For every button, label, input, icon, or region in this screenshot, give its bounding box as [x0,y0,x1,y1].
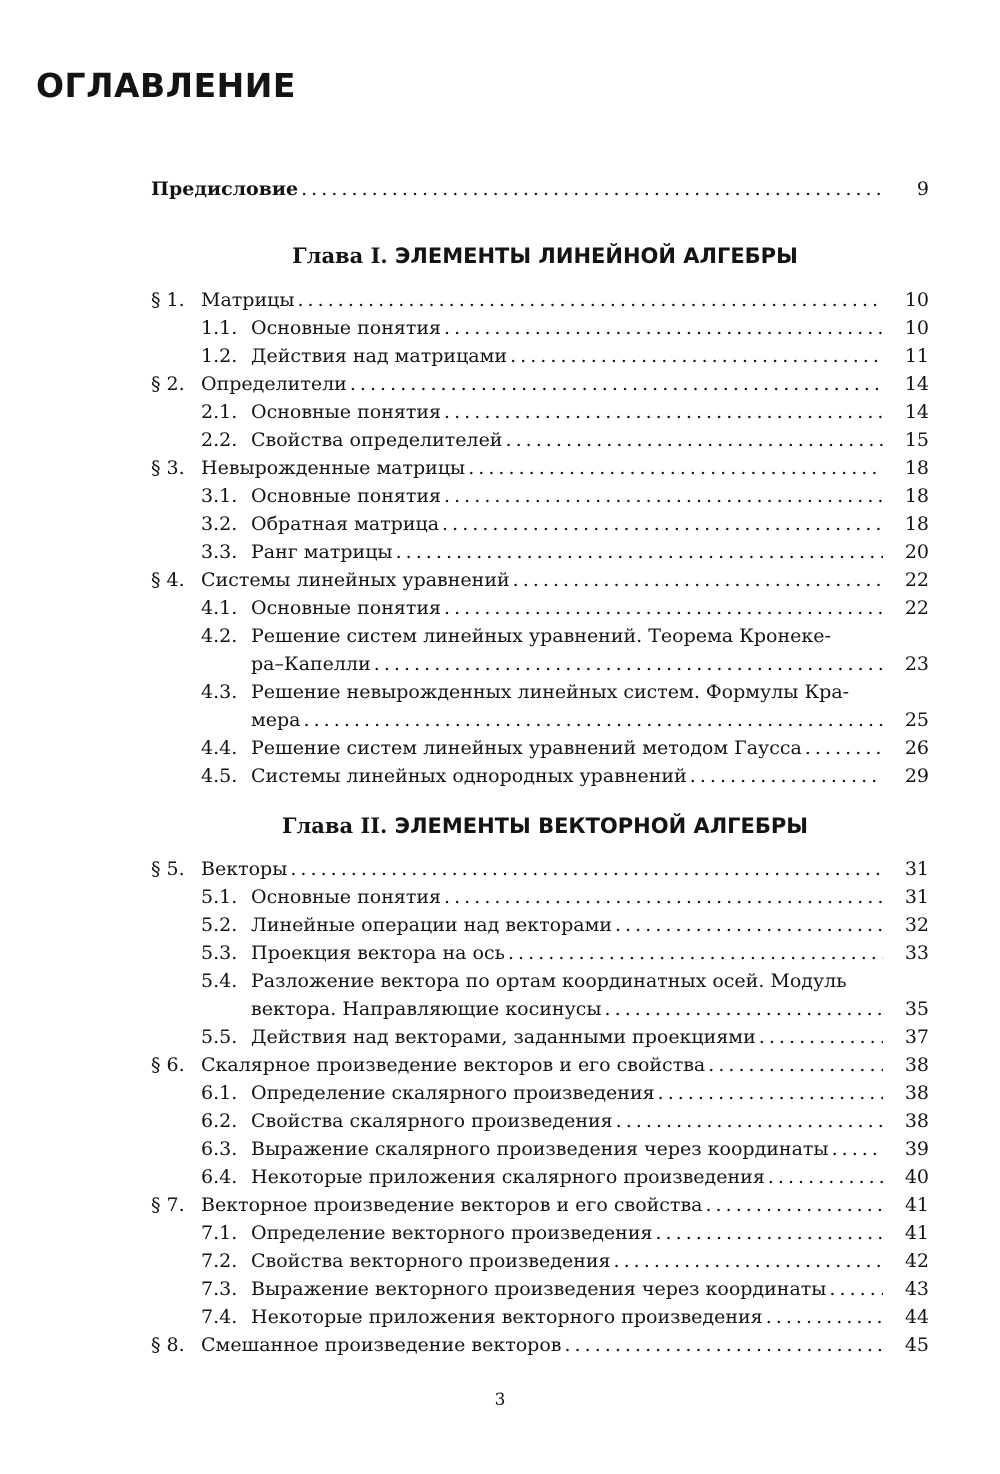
toc-entry-title: Скалярное произведение векторов и его свойства [201,1054,706,1076]
toc-entry-title: Действия над векторами, заданными проекциями [251,1026,756,1048]
toc-entry-page: 9 [916,178,929,200]
toc-entry-number: 5.1. [201,886,238,908]
toc-entry-subsection-5-2[interactable] [201,911,929,939]
leader-dots [304,706,883,734]
toc-entry-title: Обратная матрица [251,513,440,535]
toc-entry-title: Векторное произведение векторов и его свойства [201,1194,703,1216]
toc-entry-number: 6.4. [201,1166,238,1188]
toc-entry-title: Ранг матрицы [251,541,393,563]
toc-entry-subsection-7-1[interactable] [201,1219,929,1247]
toc-entry-title: Определение векторного произведения [251,1222,653,1244]
toc-entry-page: 37 [904,1026,929,1048]
toc-entry-number: 3.2. [201,513,238,535]
toc-entry-page: 29 [904,765,929,787]
toc-entry-number: 1.1. [201,317,238,339]
toc-entry-number: 1.2. [201,345,238,367]
toc-entry-page: 25 [904,709,929,731]
toc-entry-page: 10 [904,317,929,339]
page-title: ОГЛАВЛЕНИЕ [36,66,296,105]
toc-entry-number: 7.1. [201,1222,238,1244]
chapter-label: Глава II. [281,813,388,838]
leader-dots [615,911,883,939]
toc-entry-title: Основные понятия [251,886,441,908]
leader-dots [444,314,883,342]
toc-entry-number: § 4. [151,569,185,591]
toc-entry-number: 3.1. [201,485,238,507]
leader-dots [510,342,883,370]
leader-dots [442,510,883,538]
toc-entry-number: § 7. [151,1194,185,1216]
toc-entry-number: 5.4. [201,970,238,992]
toc-entry-page: 15 [904,429,929,451]
toc-entry-title: Матрицы [201,289,295,311]
toc-entry-page: 41 [904,1194,929,1216]
toc-entry-page: 38 [904,1110,929,1132]
toc-entry-subsection-4-1[interactable] [201,594,929,622]
toc-entry-subsection-4-2[interactable] [251,650,929,678]
toc-entry-title: Линейные операции над векторами [251,914,613,936]
toc-entry-subsection-6-2[interactable] [201,1107,929,1135]
toc-entry-number: § 6. [151,1054,185,1076]
toc-entry-number: 4.4. [201,737,238,759]
toc-entry-title: Действия над матрицами [251,345,508,367]
toc-entry-section-4[interactable] [151,566,929,594]
toc-entry-page: 40 [904,1166,929,1188]
toc-entry-number: 5.3. [201,942,238,964]
toc-entry-page: 14 [904,373,929,395]
toc-entry-page: 26 [904,737,929,759]
leader-dots [444,482,883,510]
toc-entry-title: Выражение векторного произведения через координаты [251,1278,827,1300]
toc-entry-title-continued: ра–Капелли [251,653,371,675]
toc-entry-preface[interactable] [151,175,929,203]
toc-entry-title: Свойства скалярного произведения [251,1110,613,1132]
toc-entry-page: 22 [904,569,929,591]
toc-entry-subsection-4-3[interactable] [251,706,929,734]
toc-entry-title: Смешанное произведение векторов [201,1334,562,1356]
toc-entry-title: Решение систем линейных уравнений методом Гаусса [251,737,802,759]
chapter-name: ЭЛЕМЕНТЫ ВЕКТОРНОЙ АЛГЕБРЫ [394,814,809,838]
toc-entry-number: 6.3. [201,1138,238,1160]
toc-entry-number: § 3. [151,457,185,479]
toc-entry-page: 33 [904,942,929,964]
leader-dots [564,1331,883,1359]
toc-entry-title: Разложение вектора по ортам координатных осей. Модуль [251,970,847,992]
toc-entry-number: 6.2. [201,1110,238,1132]
toc-entry-page: 18 [904,485,929,507]
leader-dots [766,1303,883,1331]
toc-entry-subsection-4-5[interactable] [201,762,929,790]
leader-dots [350,370,883,398]
toc-entry-number: 3.3. [201,541,238,563]
toc-entry-title-continued: вектора. Направляющие косинусы [251,998,602,1020]
toc-entry-title: Решение невырожденных линейных систем. Формулы Кра- [251,681,850,703]
leader-dots [444,398,883,426]
toc-entry-subsection-1-1[interactable] [201,314,929,342]
toc-entry-title: Основные понятия [251,317,441,339]
toc-entry-subsection-5-4-line1[interactable] [201,967,879,995]
footer-page-number: 3 [494,1390,506,1410]
toc-entry-page: 44 [904,1306,929,1328]
toc-entry-number: 6.1. [201,1082,238,1104]
toc-entry-page: 32 [904,914,929,936]
leader-dots [505,426,883,454]
toc-entry-page: 38 [904,1054,929,1076]
toc-entry-page: 45 [904,1334,929,1356]
toc-entry-page: 10 [904,289,929,311]
toc-entry-subsection-5-1[interactable] [201,883,929,911]
leader-dots [444,594,883,622]
toc-entry-page: 35 [904,998,929,1020]
toc-entry-page: 41 [904,1222,929,1244]
toc-entry-page: 31 [904,858,929,880]
leader-dots [444,883,883,911]
toc-entry-title: Невырожденные матрицы [201,457,466,479]
leader-dots [290,855,883,883]
toc-entry-title: Основные понятия [251,485,441,507]
toc-entry-section-7[interactable] [151,1191,929,1219]
toc-entry-number: 4.3. [201,681,238,703]
toc-entry-page: 23 [904,653,929,675]
toc-entry-subsection-1-2[interactable] [201,342,929,370]
chapter-heading-2 [0,811,1000,841]
leader-dots [658,1079,883,1107]
toc-entry-title: Основные понятия [251,401,441,423]
toc-entry-title: Выражение скалярного произведения через координаты [251,1138,829,1160]
toc-entry-number: 7.4. [201,1306,238,1328]
toc-entry-page: 20 [904,541,929,563]
toc-entry-section-8[interactable] [151,1331,929,1359]
toc-entry-subsection-7-4[interactable] [201,1303,929,1331]
toc-entry-number: § 2. [151,373,185,395]
toc-entry-section-3[interactable] [151,454,929,482]
toc-entry-title: Определители [201,373,347,395]
toc-entry-section-5[interactable] [151,855,929,883]
toc-entry-number: 5.5. [201,1026,238,1048]
leader-dots [513,566,883,594]
leader-dots [708,1051,883,1079]
toc-entry-title: Решение систем линейных уравнений. Теорема Кронеке- [251,625,831,647]
toc-entry-subsection-2-2[interactable] [201,426,929,454]
leader-dots [805,734,883,762]
leader-dots [655,1219,883,1247]
toc-entry-title: Свойства определителей [251,429,503,451]
leader-dots [768,1163,883,1191]
chapter-name: ЭЛЕМЕНТЫ ЛИНЕЙНОЙ АЛГЕБРЫ [395,244,798,268]
toc-entry-subsection-3-1[interactable] [201,482,929,510]
toc-entry-subsection-7-2[interactable] [201,1247,929,1275]
toc-entry-page: 18 [904,457,929,479]
toc-entry-page: 38 [904,1082,929,1104]
leader-dots [374,650,883,678]
leader-dots [705,1191,883,1219]
toc-entry-subsection-4-4[interactable] [201,734,929,762]
toc-entry-number: 2.2. [201,429,238,451]
leader-dots [301,175,883,203]
toc-entry-number: 2.1. [201,401,238,423]
toc-entry-number: 4.2. [201,625,238,647]
toc-entry-title: Определение скалярного произведения [251,1082,655,1104]
leader-dots [396,538,883,566]
toc-entry-subsection-6-4[interactable] [201,1163,929,1191]
toc-entry-title: Проекция вектора на ось [251,942,505,964]
toc-entry-subsection-3-2[interactable] [201,510,929,538]
toc-entry-title: Свойства векторного произведения [251,1250,611,1272]
toc-entry-number: 5.2. [201,914,238,936]
leader-dots [297,286,883,314]
toc-entry-title: Предисловие [151,178,299,200]
toc-entry-title: Системы линейных уравнений [201,569,510,591]
toc-entry-section-1[interactable] [151,286,929,314]
toc-entry-section-2[interactable] [151,370,929,398]
leader-dots [832,1135,883,1163]
toc-entry-number: 4.1. [201,597,238,619]
toc-entry-title: Векторы [201,858,288,880]
toc-entry-page: 18 [904,513,929,535]
leader-dots [759,1023,883,1051]
toc-entry-page: 11 [904,345,929,367]
chapter-heading-1 [0,241,1000,271]
toc-entry-subsection-3-3[interactable] [201,538,929,566]
toc-entry-number: § 5. [151,858,185,880]
toc-entry-subsection-4-3-line1[interactable] [201,678,879,706]
toc-entry-title: Основные понятия [251,597,441,619]
toc-entry-subsection-2-1[interactable] [201,398,929,426]
toc-entry-subsection-4-2-line1[interactable] [201,622,879,650]
toc-entry-number: § 1. [151,289,185,311]
toc-entry-title: Некоторые приложения векторного произведения [251,1306,763,1328]
toc-entry-subsection-6-1[interactable] [201,1079,929,1107]
leader-dots [690,762,883,790]
toc-entry-subsection-7-3[interactable] [201,1275,929,1303]
toc-entry-subsection-5-5[interactable] [201,1023,929,1051]
leader-dots [605,995,883,1023]
toc-entry-page: 22 [904,597,929,619]
toc-entry-page: 39 [904,1138,929,1160]
toc-entry-subsection-5-3[interactable] [201,939,929,967]
leader-dots [614,1247,883,1275]
toc-entry-number: 7.2. [201,1250,238,1272]
leader-dots [616,1107,883,1135]
toc-entry-title-continued: мера [251,709,301,731]
leader-dots [829,1275,883,1303]
toc-entry-section-6[interactable] [151,1051,929,1079]
chapter-label: Глава I. [292,243,388,268]
leader-dots [508,939,883,967]
toc-entry-number: 4.5. [201,765,238,787]
toc-entry-page: 43 [904,1278,929,1300]
toc-entry-number: 7.3. [201,1278,238,1300]
toc-entry-number: § 8. [151,1334,185,1356]
toc-entry-subsection-5-4[interactable] [251,995,929,1023]
toc-entry-title: Некоторые приложения скалярного произведения [251,1166,765,1188]
toc-entry-title: Системы линейных однородных уравнений [251,765,687,787]
toc-entry-page: 42 [904,1250,929,1272]
toc-entry-page: 31 [904,886,929,908]
toc-entry-subsection-6-3[interactable] [201,1135,929,1163]
leader-dots [468,454,883,482]
toc-entry-page: 14 [904,401,929,423]
